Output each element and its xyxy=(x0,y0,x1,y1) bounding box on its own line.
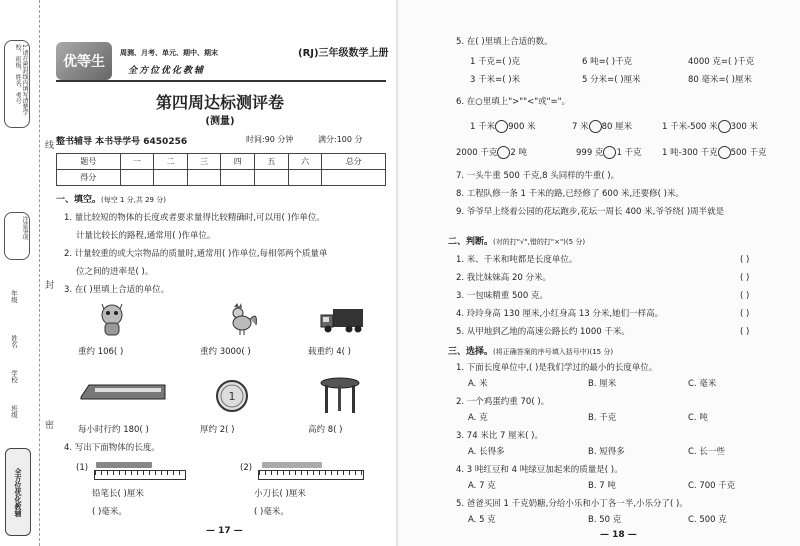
pencil-image xyxy=(96,462,152,468)
knife-length-mm: ( )毫米。 xyxy=(254,507,289,517)
margin-logo: 全方位优化教辅 xyxy=(5,448,31,536)
cut-mark-seal: 封 xyxy=(43,280,53,289)
question-2b: 位之间的进率是( )。 xyxy=(76,267,154,277)
grade-title: (RJ)三年级数学上册 xyxy=(298,48,389,59)
choice-1: 1. 下面长度单位中,( )是我们学过的最小的长度单位。 xyxy=(456,363,658,373)
header-slogan: 全方位优化教辅 xyxy=(128,66,206,76)
score-cell[interactable] xyxy=(288,170,322,186)
margin-instructions: 1.请在密封线内填写清楚学校、班级、姓名、考号 xyxy=(4,40,30,128)
q5-item: 4000 克=( )千克 xyxy=(688,57,755,67)
cut-mark-secret: 密 xyxy=(43,420,53,429)
choice-option[interactable]: B. 7 吨 xyxy=(588,481,616,491)
choice-option[interactable]: C. 毫米 xyxy=(688,379,717,389)
table-row xyxy=(57,170,386,186)
coin-thickness: 厚约 2( ) xyxy=(200,425,235,435)
table-cell: 总分 xyxy=(322,154,386,170)
question-1a: 1. 量比较短的物体的长度或者要求量得比较精确时,可以用( )作单位。 xyxy=(64,213,325,223)
train-image xyxy=(78,380,168,404)
choice-option[interactable]: C. 吨 xyxy=(688,413,708,423)
svg-text:1: 1 xyxy=(228,390,236,403)
compare-item: 7 米 80 厘米 xyxy=(572,122,633,132)
score-cell[interactable] xyxy=(120,170,154,186)
coin-image xyxy=(214,378,250,414)
q5-item: 1 千克=( )克 xyxy=(470,57,521,67)
choice-3: 3. 74 米比 7 厘米( )。 xyxy=(456,431,543,441)
ruler-2-label: (2) xyxy=(240,463,253,473)
page-number-right: — 18 — xyxy=(600,530,637,540)
choice-option[interactable]: C. 500 克 xyxy=(688,515,727,525)
compare-circle[interactable] xyxy=(718,120,731,133)
compare-item: 2000 千克 2 吨 xyxy=(456,148,527,158)
choice-option[interactable]: C. 长一些 xyxy=(688,447,725,457)
choice-option[interactable]: A. 米 xyxy=(468,379,488,389)
choice-option[interactable]: A. 7 克 xyxy=(468,481,496,491)
compare-item: 1 千米 900 米 xyxy=(470,122,536,132)
right-page xyxy=(400,0,800,546)
compare-circle[interactable] xyxy=(718,146,731,159)
question-5: 5. 在( )里填上合适的数。 xyxy=(456,37,553,47)
choice-5: 5. 爸爸买回 1 千克奶糖,分给小乐和小丁各一半,小乐分了( )。 xyxy=(456,499,688,509)
q5-item: 3 千米=( )米 xyxy=(470,75,521,85)
score-table xyxy=(56,153,386,186)
choice-option[interactable]: B. 50 克 xyxy=(588,515,622,525)
question-7: 7. 一头牛重 500 千克,8 头同样的牛重( )。 xyxy=(456,171,620,181)
truck-load: 载重约 4( ) xyxy=(308,347,351,357)
question-9: 9. 爷爷早上绕着公园的花坛跑步,花坛一周长 400 米,爷爷绕( )周半就是 xyxy=(456,207,725,217)
cut-mark-line: 线 xyxy=(43,140,53,149)
school-label: 学校 xyxy=(10,370,18,383)
choice-option[interactable]: A. 克 xyxy=(468,413,488,423)
compare-circle[interactable] xyxy=(589,120,602,133)
choice-2: 2. 一个鸡蛋约重 70( )。 xyxy=(456,397,550,407)
answer-paren[interactable]: ( ) xyxy=(740,309,750,319)
compare-item: 1 吨-300 千克 500 千克 xyxy=(662,148,767,158)
score-cell[interactable] xyxy=(187,170,221,186)
tiger-weight: 重约 106( ) xyxy=(78,347,124,357)
truck-image xyxy=(318,302,366,336)
header-tags: 周测、月考、单元、期中、期末 xyxy=(120,49,218,57)
knife-length-cm: 小刀长( )厘米 xyxy=(254,489,306,499)
train-speed: 每小时行约 180( ) xyxy=(78,425,149,435)
section-1-heading: 一、填空。(每空 1 分,共 29 分) xyxy=(56,195,166,205)
choice-4: 4. 3 吨红豆和 4 吨绿豆加起来的质量是( )。 xyxy=(456,465,623,475)
class-label: 班级 xyxy=(10,405,18,418)
page-title: 第四周达标测评卷 xyxy=(155,93,284,112)
table-cell: 题号 xyxy=(57,154,121,170)
pencil-length-mm: ( )毫米。 xyxy=(92,507,127,517)
page-subtitle: (测量) xyxy=(205,116,235,127)
grade-label: 年级 xyxy=(10,290,18,303)
answer-paren[interactable]: ( ) xyxy=(740,255,750,265)
question-8: 8. 工程队修一条 1 千米的路,已经修了 600 米,还要修( )米。 xyxy=(456,189,684,199)
table-cell: 三 xyxy=(187,154,221,170)
compare-circle[interactable] xyxy=(603,146,616,159)
section-3-heading: 三、选择。(将正确答案的序号填入括号中)(15 分) xyxy=(448,347,614,357)
section-2-heading: 二、判断。(对的打"√",错的打"×")(5 分) xyxy=(448,237,586,247)
choice-option[interactable]: A. 5 克 xyxy=(468,515,496,525)
score-cell[interactable] xyxy=(154,170,188,186)
tiger-image xyxy=(92,300,132,338)
pencil-length-cm: 铅笔长( )厘米 xyxy=(92,489,144,499)
question-1b: 计量比较长的路程,通常用( )作单位。 xyxy=(76,231,216,241)
ruler-1 xyxy=(94,470,186,480)
page-number-left: — 17 — xyxy=(206,526,243,536)
question-3: 3. 在( )里填上合适的单位。 xyxy=(64,285,170,295)
table-cell: 二 xyxy=(154,154,188,170)
question-4: 4. 写出下面物体的长度。 xyxy=(64,443,160,453)
brand-logo: 优等生 xyxy=(56,42,112,80)
table-image xyxy=(318,376,362,416)
rooster-weight: 重约 3000( ) xyxy=(200,347,251,357)
time-limit: 时间:90 分钟 xyxy=(246,135,294,144)
answer-paren[interactable]: ( ) xyxy=(740,291,750,301)
table-cell: 四 xyxy=(221,154,255,170)
binding-margin xyxy=(0,0,40,546)
name-label: 姓名 xyxy=(10,335,18,348)
header-divider xyxy=(56,80,386,82)
score-cell[interactable] xyxy=(221,170,255,186)
ruler-1-label: (1) xyxy=(76,463,89,473)
choice-option[interactable]: B. 短得多 xyxy=(588,447,625,457)
score-cell[interactable] xyxy=(322,170,386,186)
q5-item: 6 吨=( )千克 xyxy=(582,57,633,67)
rooster-image xyxy=(222,300,262,338)
choice-option[interactable]: C. 700 千克 xyxy=(688,481,736,491)
table-cell: 一 xyxy=(120,154,154,170)
table-cell: 六 xyxy=(288,154,322,170)
compare-item: 1 千米-500 米 300 米 xyxy=(662,122,759,132)
knife-image xyxy=(262,462,322,468)
compare-item: 999 克 1 千克 xyxy=(576,148,642,158)
table-cell: 五 xyxy=(255,154,289,170)
compare-circle[interactable] xyxy=(497,146,510,159)
table-row xyxy=(57,154,386,170)
answer-paren[interactable]: ( ) xyxy=(740,273,750,283)
judge-1: 1. 米、千米和吨都是长度单位。 xyxy=(456,255,578,265)
choice-option[interactable]: B. 厘米 xyxy=(588,379,617,389)
q5-item: 80 毫米=( )厘米 xyxy=(688,75,752,85)
judge-5: 5. 从甲地到乙地的高速公路长约 1000 千米。 xyxy=(456,327,630,337)
question-2a: 2. 计量较重的或大宗物品的质量时,通常用( )作单位,每相邻两个质量单 xyxy=(64,249,328,259)
answer-paren[interactable]: ( ) xyxy=(740,327,750,337)
score-cell[interactable] xyxy=(255,170,289,186)
choice-option[interactable]: A. 长得多 xyxy=(468,447,505,457)
book-code: 整书辅导 本书导学号 6450256 xyxy=(56,137,188,147)
question-6: 6. 在○里填上">""<"或"="。 xyxy=(456,97,571,107)
choice-option[interactable]: B. 千克 xyxy=(588,413,617,423)
judge-3: 3. 一包味精重 500 克。 xyxy=(456,291,548,301)
compare-circle[interactable] xyxy=(495,120,508,133)
margin-notice: 注意事项 xyxy=(4,212,30,260)
table-height: 高约 8( ) xyxy=(308,425,343,435)
table-cell: 得分 xyxy=(57,170,121,186)
judge-4: 4. 玲玲身高 130 厘米,小红身高 13 分米,她们一样高。 xyxy=(456,309,664,319)
q5-item: 5 分米=( )厘米 xyxy=(582,75,641,85)
full-score: 满分:100 分 xyxy=(318,135,363,144)
ruler-2 xyxy=(258,470,364,480)
judge-2: 2. 我比妹妹高 20 分米。 xyxy=(456,273,552,283)
info-row xyxy=(56,134,386,147)
